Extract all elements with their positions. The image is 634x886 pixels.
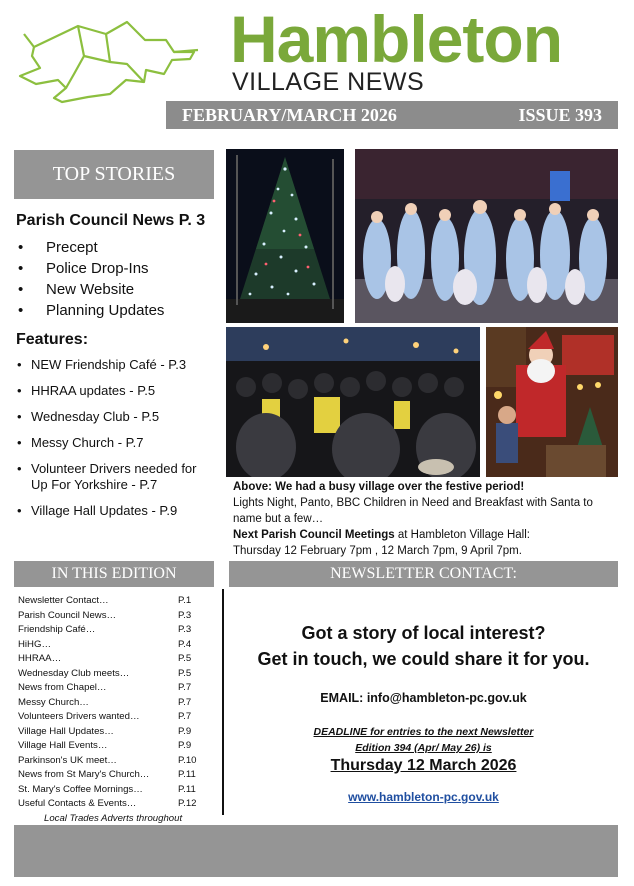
toc-page: P.12 [178, 798, 197, 809]
deadline-line-2: Edition 394 (Apr/ May 26) is [355, 742, 492, 754]
footer-bar [14, 825, 618, 877]
parish-news-heading: Parish Council News P. 3 [16, 212, 206, 229]
toc-row [18, 797, 208, 812]
newsletter-contact [229, 590, 618, 804]
toc-title: Village Hall Updates… [18, 725, 114, 737]
deadline-date: Thursday 12 March 2026 [330, 757, 517, 774]
toc-title: Friendship Café… [18, 624, 96, 635]
caption-lead: Above: We had a busy village over the festive period! [233, 481, 525, 493]
list-item: • Wednesday Club - P.5 [16, 409, 216, 425]
website-link[interactable]: www.hambleton-pc.gov.uk [348, 790, 499, 804]
toc-row [18, 594, 208, 609]
meetings-dates: Thursday 12 February 7pm , 12 March 7pm, 9 April 7pm. [233, 545, 522, 557]
in-this-edition-heading: IN THIS EDITION [14, 561, 214, 587]
toc-title: Parkinson's UK meet… [18, 754, 117, 766]
toc-page: P.11 [178, 783, 196, 795]
list-item: • Messy Church - P.7 [16, 435, 216, 451]
toc-title: Messy Church… [18, 696, 89, 708]
issue-number: ISSUE 393 [518, 105, 602, 125]
pantomime-photo [355, 149, 618, 323]
toc-title: Newsletter Contact… [18, 595, 109, 606]
lights-night-crowd-photo [226, 327, 480, 477]
toc-title: St. Mary's Coffee Mornings… [18, 783, 143, 795]
toc-page: P.1 [178, 595, 192, 606]
photo-caption [233, 479, 618, 559]
contact-email[interactable]: EMAIL: info@hambleton-pc.gov.uk [320, 691, 527, 705]
list-item: • Precept [16, 238, 216, 258]
issue-date: FEBRUARY/MARCH 2026 [182, 105, 397, 125]
toc-page: P.4 [178, 638, 192, 650]
toc-row [18, 667, 208, 682]
parish-items [16, 238, 216, 321]
list-item: • Police Drop-Ins [16, 259, 216, 279]
toc-title: Useful Contacts & Events… [18, 798, 137, 809]
toc-footer: Local Trades Adverts throughout [44, 812, 183, 824]
caption-body: Lights Night, Panto, BBC Children in Need and Breakfast with Santa to name but a few… [233, 497, 593, 525]
toc-page: P.11 [178, 769, 196, 780]
toc-row [18, 696, 208, 711]
features-list [16, 357, 216, 519]
christmas-tree-photo [226, 149, 344, 323]
toc-title: Village Hall Events… [18, 740, 108, 751]
toc-page: P.7 [178, 696, 192, 708]
toc-page: P.7 [178, 711, 192, 722]
toc-title: Wednesday Club meets… [18, 667, 130, 679]
toc-row [18, 754, 208, 769]
toc-page: P.9 [178, 725, 192, 737]
list-item: • Volunteer Drivers needed for Up For Yorkshire - P.7 [16, 461, 216, 493]
toc-page: P.5 [178, 667, 192, 679]
top-stories-heading: TOP STORIES [14, 150, 214, 199]
toc-row [18, 783, 208, 798]
deadline-line-1: DEADLINE for entries to the next Newsletter [313, 726, 534, 738]
toc-page: P.7 [178, 682, 192, 693]
list-item: • New Website [16, 280, 216, 300]
toc-title: HHRAA… [18, 653, 62, 664]
meetings-label: Next Parish Council Meetings [233, 529, 395, 541]
toc-row [18, 652, 208, 667]
newsletter-contact-heading: NEWSLETTER CONTACT: [229, 561, 618, 587]
toc-page: P.3 [178, 624, 192, 635]
breakfast-with-santa-photo [486, 327, 618, 477]
toc-row [18, 725, 208, 740]
newsletter-title: Hambleton [230, 2, 563, 76]
issue-banner [166, 101, 618, 129]
toc-title: Parish Council News… [18, 609, 117, 621]
toc-row [18, 710, 208, 725]
list-item: • Village Hall Updates - P.9 [16, 503, 216, 519]
meetings-location: at Hambleton Village Hall: [394, 529, 530, 541]
toc-page: P.5 [178, 653, 192, 664]
toc-title: News from Chapel… [18, 682, 107, 693]
contact-line-2: Get in touch, we could share it for you. [257, 649, 590, 669]
newsletter-subtitle: VILLAGE NEWS [232, 68, 425, 96]
column-divider [222, 589, 224, 815]
toc-page: P.3 [178, 609, 192, 621]
toc-title: Volunteers Drivers wanted… [18, 711, 140, 722]
toc-row [18, 609, 208, 624]
toc-row [18, 739, 208, 754]
toc-row [18, 768, 208, 783]
contact-line-1: Got a story of local interest? [301, 623, 546, 643]
toc-row [18, 623, 208, 638]
toc-page: P.10 [178, 754, 197, 766]
list-item: • HHRAA updates - P.5 [16, 383, 216, 399]
list-item: • NEW Friendship Café - P.3 [16, 357, 216, 373]
toc-row [18, 638, 208, 653]
toc-row [18, 681, 208, 696]
toc-title: News from St Mary's Church… [18, 769, 150, 780]
features-heading: Features: [16, 331, 89, 348]
top-stories-list [16, 212, 216, 529]
toc-title: HiHG… [18, 638, 52, 650]
table-of-contents [18, 594, 208, 826]
toc-page: P.9 [178, 740, 192, 751]
list-item: • Planning Updates [16, 301, 216, 321]
